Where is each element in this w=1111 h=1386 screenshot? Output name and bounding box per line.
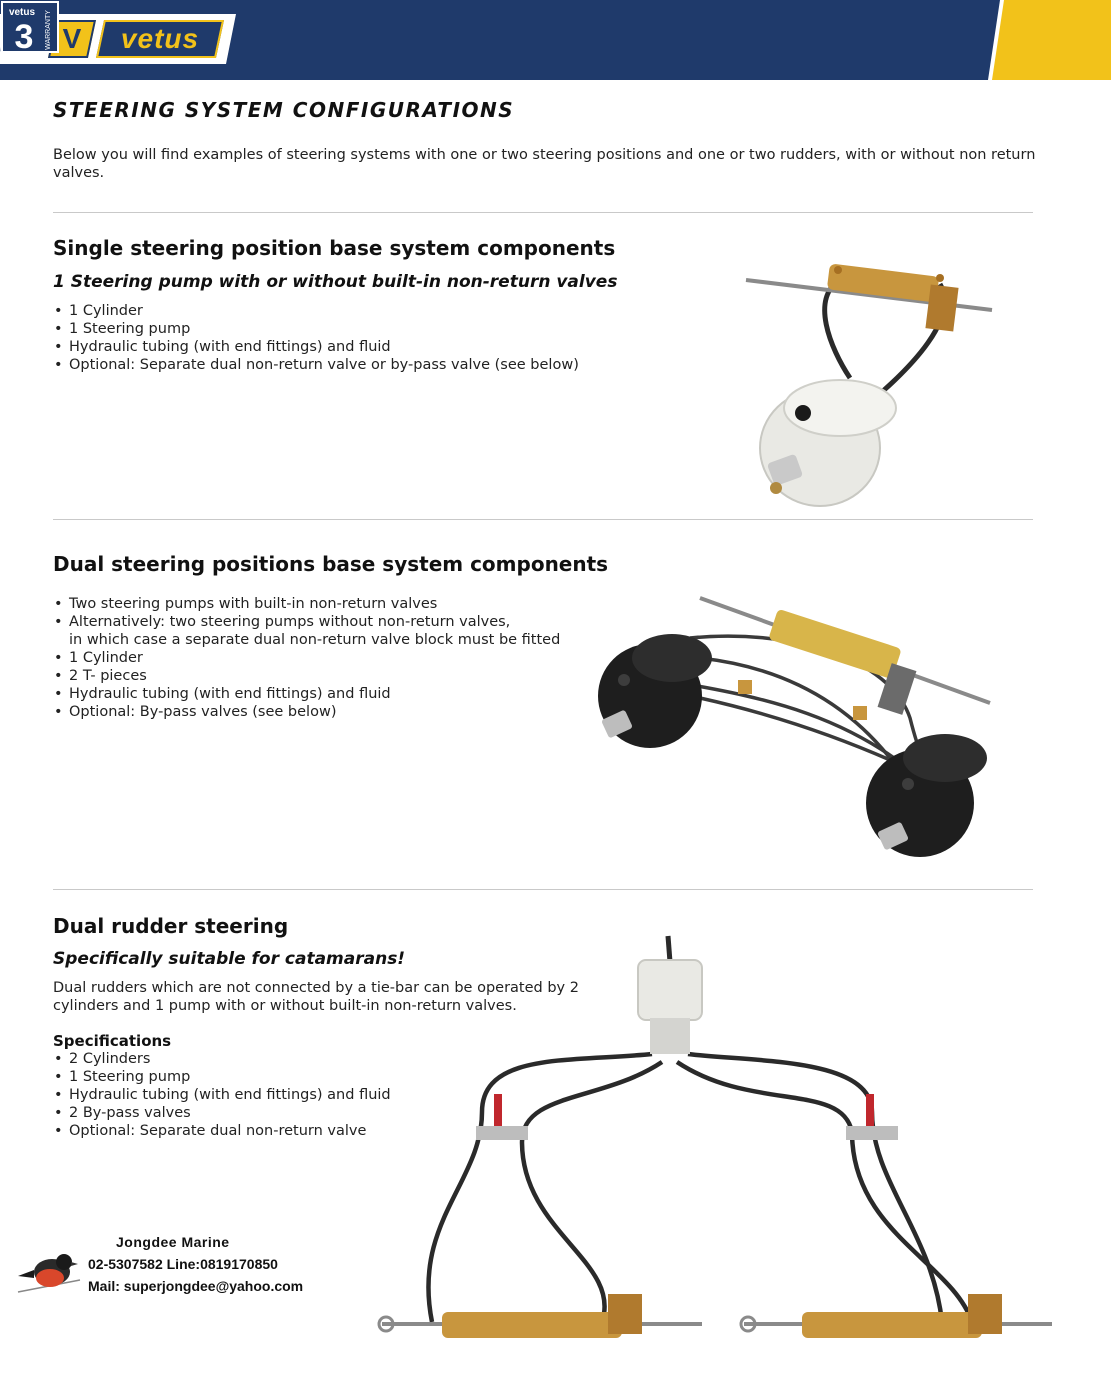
specifications-heading: Specifications xyxy=(53,1032,172,1050)
section-dual-position-list xyxy=(53,595,613,721)
list-item: • 2 Cylinders xyxy=(53,1050,573,1068)
dealer-phone: 02-5307582 Line:0819170850 xyxy=(88,1256,278,1272)
dual-position-illustration xyxy=(590,588,1002,863)
section-dual-rudder-paragraph: Dual rudders which are not connected by a tie-bar can be operated by 2 cylinders and 1 pump with or without built-in non-return valves. xyxy=(53,980,579,1014)
list-item: • Two steering pumps with built-in non-return valves xyxy=(53,595,613,613)
list-item: in which case a separate dual non-return valve block must be fitted xyxy=(69,632,561,648)
section-dual-position-heading: Dual steering positions base system components xyxy=(53,552,609,576)
section-single-list xyxy=(53,302,673,374)
list-item: • Optional: Separate dual non-return valve or by-pass valve (see below) xyxy=(53,356,673,374)
three-year-warranty-badge xyxy=(0,0,60,54)
section-divider xyxy=(53,212,1033,213)
list-item: • 1 Steering pump xyxy=(53,1068,573,1086)
list-item: • Hydraulic tubing (with end fittings) and fluid xyxy=(53,338,673,356)
list-item: • Hydraulic tubing (with end fittings) and fluid xyxy=(53,685,613,703)
vetus-v-logo: V xyxy=(48,20,96,58)
list-item: • Optional: By-pass valves (see below) xyxy=(53,703,613,721)
page-title: STEERING SYSTEM CONFIGURATIONS xyxy=(53,98,515,122)
intro-text: Below you will find examples of steering systems with one or two steering positions and one or two rudders, with or without non return valves. xyxy=(53,147,1036,181)
list-item: • 2 By-pass valves xyxy=(53,1104,573,1122)
warranty-number: 3 xyxy=(14,18,34,54)
dual-rudder-illustration xyxy=(372,932,1062,1372)
list-item: • 2 T- pieces xyxy=(53,667,613,685)
warranty-brand: vetus xyxy=(8,7,36,18)
list-item: • 1 Steering pump xyxy=(53,320,673,338)
warranty-label: WARRANTY xyxy=(45,10,52,50)
bird-icon xyxy=(14,1242,84,1302)
section-single-subheading: 1 Steering pump with or without built-in non-return valves xyxy=(53,272,618,292)
vetus-brand-logo: vetus xyxy=(96,20,224,58)
list-item: • Optional: Separate dual non-return valve xyxy=(53,1122,573,1140)
dealer-name: Jongdee Marine xyxy=(116,1234,230,1250)
header-band xyxy=(0,0,1111,80)
section-dual-rudder-heading: Dual rudder steering xyxy=(53,914,289,938)
section-dual-rudder-subheading: Specifically suitable for catamarans! xyxy=(53,949,406,969)
section-divider xyxy=(53,519,1033,520)
dealer-contact-stamp xyxy=(14,1228,334,1308)
single-position-illustration xyxy=(740,258,1010,510)
section-single-heading: Single steering position base system components xyxy=(53,236,616,260)
list-item: • Hydraulic tubing (with end fittings) and fluid xyxy=(53,1086,573,1104)
list-item: • 1 Cylinder xyxy=(53,302,673,320)
dealer-email: Mail: superjongdee@yahoo.com xyxy=(88,1278,304,1294)
list-item: • Alternatively: two steering pumps without non-return valves, xyxy=(53,613,613,631)
section-divider xyxy=(53,889,1033,890)
list-item: • 1 Cylinder xyxy=(53,649,613,667)
